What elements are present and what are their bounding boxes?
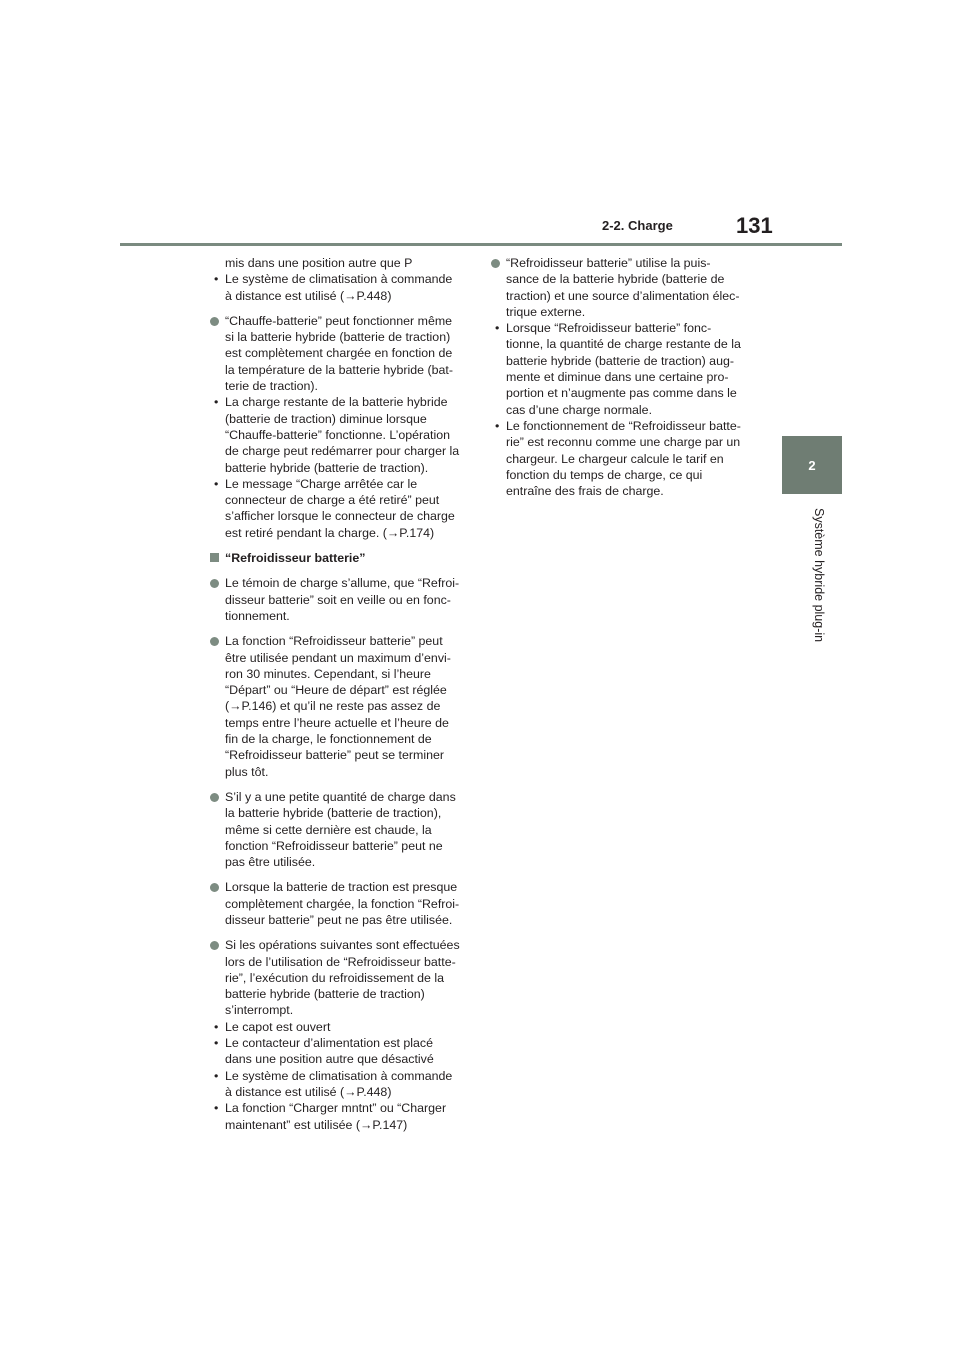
right-column xyxy=(491,255,755,508)
text-line: fin de la charge, le fonctionnement de xyxy=(225,732,432,747)
text-line: “Chauffe-batterie” peut fonctionner même xyxy=(225,313,453,328)
text-line: dans une position autre que désactivé xyxy=(225,1052,434,1067)
text-line: “Refroidisseur batterie” peut se terminer xyxy=(225,748,444,763)
text-line: à distance est utilisé (→P.448) xyxy=(225,1084,392,1099)
text-line: lors de l’utilisation de “Refroidisseur batte- xyxy=(225,954,456,969)
chapter-number: 2 xyxy=(808,458,816,473)
text-line: Lorsque “Refroidisseur batterie” fonc- xyxy=(506,321,712,336)
bullet-item xyxy=(491,255,755,499)
sub-list xyxy=(495,320,755,499)
text-line: tionnement. xyxy=(225,608,290,623)
sub-bullet-icon: • xyxy=(214,1101,219,1116)
bullet-item xyxy=(210,633,474,780)
bullet-text xyxy=(506,255,755,320)
bullet-item xyxy=(210,313,474,541)
bullet-text xyxy=(225,789,474,870)
text-line: tionne, la quantité de charge restante de la xyxy=(506,337,741,352)
text-line: (→P.146) et qu’il ne reste pas assez de xyxy=(225,699,441,714)
continued-item xyxy=(210,255,474,304)
text-line: s’afficher lorsque le connecteur de charge xyxy=(225,509,455,524)
text-line: rie”, l’exécution du refroidissement de la xyxy=(225,970,445,985)
text-line: “Refroidisseur batterie” utilise la puis- xyxy=(506,256,711,270)
text-line: Le système de climatisation à commande xyxy=(225,272,453,287)
text-line: connecteur de charge a été retiré” peut xyxy=(225,493,440,508)
bullet-circle-icon xyxy=(210,317,219,326)
bullet-item xyxy=(210,879,474,928)
text-line: “Départ” ou “Heure de départ” est réglée xyxy=(225,683,447,698)
bullet-circle-icon xyxy=(210,941,219,950)
heading-text: “Refroidisseur batterie” xyxy=(225,551,366,566)
sub-item xyxy=(210,1100,474,1133)
text-line: La fonction “Refroidisseur batterie” peut xyxy=(225,634,443,649)
sub-item xyxy=(210,271,474,304)
bullet-text xyxy=(225,937,474,1018)
text-line: La fonction “Charger mntnt” ou “Charger xyxy=(225,1101,447,1116)
bullet-text xyxy=(225,633,474,780)
text-line: terie de traction). xyxy=(225,379,318,394)
sub-bullet-icon: • xyxy=(214,476,219,491)
sub-bullet-icon: • xyxy=(214,272,219,287)
continued-text xyxy=(210,255,474,271)
text-line: (batterie de traction) diminue lorsque xyxy=(225,411,427,426)
text-line: être utilisée pendant un maximum d’envi- xyxy=(225,650,451,665)
text-line: Lorsque la batterie de traction est presque xyxy=(225,880,458,895)
sub-list xyxy=(214,1019,474,1133)
text-line: fonction “Refroidisseur batterie” peut ne xyxy=(225,838,443,853)
sub-item xyxy=(210,1019,474,1035)
sub-list xyxy=(210,271,474,304)
sub-bullet-icon: • xyxy=(495,418,500,433)
text-line: rie” est reconnu comme une charge par un xyxy=(506,435,741,450)
text-line: maintenant” est utilisée (→P.147) xyxy=(225,1117,408,1132)
text-line: de charge peut redémarrer pour charger la xyxy=(225,444,460,459)
heading-square-icon xyxy=(210,553,219,562)
left-column xyxy=(210,255,474,1142)
bullet-circle-icon xyxy=(210,793,219,802)
text-line: Si les opérations suivantes sont effectuées xyxy=(225,938,460,953)
text-line: trique externe. xyxy=(506,304,586,319)
bullet-item xyxy=(210,937,474,1133)
bullet-text xyxy=(225,313,474,394)
text-line: Le message “Charge arrêtée car le xyxy=(225,476,418,491)
header-rule xyxy=(120,243,842,246)
bullet-circle-icon xyxy=(210,579,219,588)
text-line: mente et diminue dans une certaine pro- xyxy=(506,370,729,385)
bullet-circle-icon xyxy=(210,637,219,646)
bullet-text xyxy=(225,575,474,624)
text-line: est complètement chargée en fonction de xyxy=(225,346,453,361)
text-line: S’il y a une petite quantité de charge dans xyxy=(225,789,456,804)
sub-item xyxy=(210,394,474,475)
bullet-circle-icon xyxy=(491,259,500,268)
text-line: fonction du temps de charge, ce qui xyxy=(506,467,703,482)
sub-list xyxy=(214,394,474,541)
text-line: disseur batterie” soit en veille ou en fonc- xyxy=(225,592,451,607)
bullet-item xyxy=(210,789,474,870)
text-line: batterie hybride (batterie de traction) xyxy=(225,987,425,1002)
text-line: même si cette dernière est chaude, la xyxy=(225,822,432,837)
text-line: disseur batterie” peut ne pas être utilisée. xyxy=(225,912,453,927)
text-line: portion et n’augmente pas comme dans le xyxy=(506,386,737,401)
sub-bullet-icon: • xyxy=(495,321,500,336)
text-line: “Chauffe-batterie” fonctionne. L’opération xyxy=(225,427,451,442)
text-line: pas être utilisée. xyxy=(225,855,316,870)
sub-item xyxy=(491,320,755,418)
sub-item xyxy=(491,418,755,499)
text-line: s’interrompt. xyxy=(225,1003,294,1018)
text-line: batterie hybride (batterie de traction). xyxy=(225,460,429,475)
text-line: traction) et une source d’alimentation élec- xyxy=(506,288,740,303)
chapter-label: Système hybride plug-in xyxy=(812,508,826,643)
text-line: mis dans une position autre que P xyxy=(225,256,413,270)
text-line: plus tôt. xyxy=(225,764,269,779)
sub-bullet-icon: • xyxy=(214,1019,219,1034)
text-line: la température de la batterie hybride (bat- xyxy=(225,362,453,377)
text-line: Le capot est ouvert xyxy=(225,1019,331,1034)
sub-item xyxy=(210,476,474,541)
text-line: batterie hybride (batterie de traction) aug- xyxy=(506,353,734,368)
section-title: 2-2. Charge xyxy=(602,218,673,233)
text-line: ron 30 minutes. Cependant, si l’heure xyxy=(225,666,431,681)
text-line: la batterie hybride (batterie de traction), xyxy=(225,806,442,821)
text-line: si la batterie hybride (batterie de traction) xyxy=(225,330,451,345)
text-line: à distance est utilisé (→P.448) xyxy=(225,288,392,303)
text-line: chargeur. Le chargeur calcule le tarif en xyxy=(506,451,724,466)
text-line: Le fonctionnement de “Refroidisseur batte- xyxy=(506,418,741,433)
text-line: Le système de climatisation à commande xyxy=(225,1068,453,1083)
bullet-item xyxy=(210,575,474,624)
text-line: complètement chargée, la fonction “Refroi- xyxy=(225,896,460,911)
text-line: cas d’une charge normale. xyxy=(506,402,653,417)
bullet-circle-icon xyxy=(210,883,219,892)
sub-bullet-icon: • xyxy=(214,1036,219,1051)
section-heading xyxy=(210,550,474,566)
sub-item xyxy=(210,1068,474,1101)
text-line: La charge restante de la batterie hybride xyxy=(225,395,448,410)
page-number: 131 xyxy=(736,213,773,238)
text-line: Le témoin de charge s’allume, que “Refroi- xyxy=(225,576,460,591)
text-line: Le contacteur d’alimentation est placé xyxy=(225,1036,434,1051)
bullet-text xyxy=(225,879,474,928)
text-line: temps entre l’heure actuelle et l’heure de xyxy=(225,715,449,730)
sub-bullet-icon: • xyxy=(214,395,219,410)
sub-item xyxy=(210,1035,474,1068)
text-line: est retiré pendant la charge. (→P.174) xyxy=(225,525,435,540)
text-line: sance de la batterie hybride (batterie de xyxy=(506,272,725,287)
text-line: entraîne des frais de charge. xyxy=(506,484,664,499)
sub-bullet-icon: • xyxy=(214,1068,219,1083)
